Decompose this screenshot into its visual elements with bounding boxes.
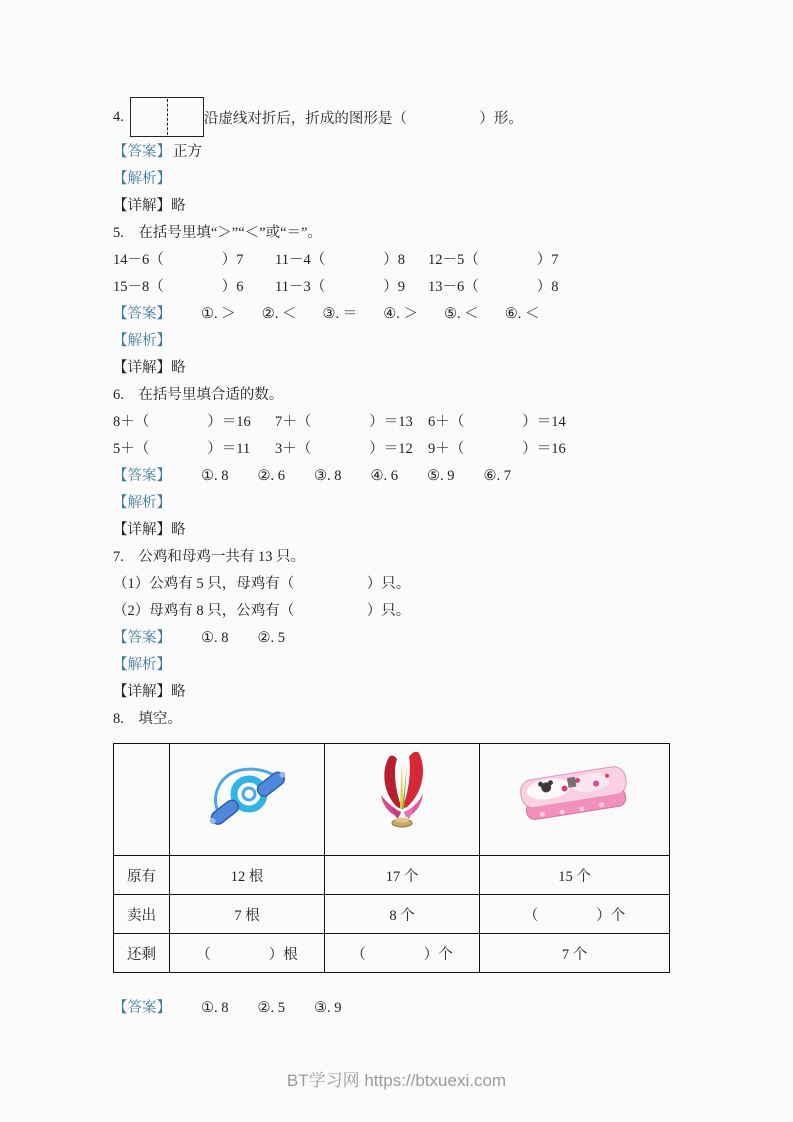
answer-item: ⑥. 7 xyxy=(483,468,511,484)
question-6-row2 xyxy=(113,436,693,463)
pencil-case-image xyxy=(510,757,640,842)
table-row-remaining xyxy=(114,934,670,973)
question-5-title: 5. 在括号里填“＞”“＜”或“＝”。 xyxy=(113,225,322,241)
analysis-label: 【解析】 xyxy=(113,495,171,511)
answer-item: ①. ＞ xyxy=(201,306,236,322)
answer-label: 【答案】 xyxy=(113,144,171,160)
site-watermark: BT学习网 https://btxuexi.com xyxy=(286,1071,507,1090)
row-label: 原有 xyxy=(114,856,170,895)
question-5-row1 xyxy=(113,247,693,274)
equation: 12－5（ ）7 xyxy=(428,252,559,268)
equation: 14－6（ ）7 xyxy=(113,252,244,268)
detail-line: 【详解】略 xyxy=(113,684,186,700)
table-cell: 17 个 xyxy=(325,856,480,895)
table-cell-shuttlecock xyxy=(325,744,480,856)
equation: 9＋（ ）＝16 xyxy=(428,441,566,457)
question-5-answer-line xyxy=(113,301,693,328)
equation: 13－6（ ）8 xyxy=(428,279,559,295)
table-cell: 7 根 xyxy=(170,895,325,934)
table-cell: （ ）根 xyxy=(170,934,325,973)
question-6-row1 xyxy=(113,409,693,436)
equation: 3＋（ ）＝12 xyxy=(275,441,413,457)
answer-item: ④. 6 xyxy=(370,468,398,484)
equation: 5＋（ ）＝11 xyxy=(113,441,251,457)
question-4-line xyxy=(113,95,693,139)
answer-item: ②. 5 xyxy=(257,1000,285,1016)
equation: 8＋（ ）＝16 xyxy=(113,414,251,430)
analysis-label: 【解析】 xyxy=(113,333,171,349)
answer-item: ①. 8 xyxy=(201,468,229,484)
answer-item: ①. 8 xyxy=(201,630,229,646)
answer-label: 【答案】 xyxy=(113,468,171,484)
equation: 11－4（ ）8 xyxy=(275,252,405,268)
answer-item: ⑤. 9 xyxy=(427,468,455,484)
table-cell: （ ）个 xyxy=(325,934,480,973)
question-4-number: 4. xyxy=(113,108,124,125)
answer-item: ①. 8 xyxy=(201,1000,229,1016)
fold-rectangle-figure xyxy=(130,97,204,137)
equation: 15－8（ ）6 xyxy=(113,279,244,295)
answer-item: ②. 6 xyxy=(257,468,285,484)
question-8-title: 8. 填空。 xyxy=(113,711,182,727)
fill-in-table xyxy=(113,743,670,973)
question-8-answer-line xyxy=(113,995,693,1022)
answer-label: 【答案】 xyxy=(113,630,171,646)
answer-item: ⑤. ＜ xyxy=(444,306,479,322)
question-7-answer-line xyxy=(113,625,693,652)
question-5-row2 xyxy=(113,274,693,301)
equation: 6＋（ ）＝14 xyxy=(428,414,566,430)
shuttlecock-image xyxy=(369,749,435,850)
answer-item: ②. 5 xyxy=(257,630,285,646)
question-6-answer-line xyxy=(113,463,693,490)
table-row-original xyxy=(114,856,670,895)
answer-item: ③. ＝ xyxy=(322,306,358,322)
question-7-title: 7. 公鸡和母鸡一共有 13 只。 xyxy=(113,549,306,565)
equation: 7＋（ ）＝13 xyxy=(275,414,413,430)
table-cell: （ ）个 xyxy=(480,895,670,934)
analysis-label: 【解析】 xyxy=(113,657,171,673)
dashed-fold-line xyxy=(167,99,168,135)
row-label: 还剩 xyxy=(114,934,170,973)
answer-item: ③. 9 xyxy=(314,1000,342,1016)
answer-item: ④. ＞ xyxy=(383,306,418,322)
table-corner-cell xyxy=(114,744,170,856)
table-cell-pencil-case xyxy=(480,744,670,856)
table-cell: 12 根 xyxy=(170,856,325,895)
question-6-title: 6. 在括号里填合适的数。 xyxy=(113,387,284,403)
table-row-sold xyxy=(114,895,670,934)
jump-rope-image xyxy=(199,754,295,845)
table-cell: 15 个 xyxy=(480,856,670,895)
answer-label: 【答案】 xyxy=(113,1000,171,1016)
question-4-text: 沿虚线对折后，折成的图形是（ ）形。 xyxy=(203,110,523,127)
table-cell: 7 个 xyxy=(480,934,670,973)
detail-line: 【详解】略 xyxy=(113,360,186,376)
row-label: 卖出 xyxy=(114,895,170,934)
answer-label: 【答案】 xyxy=(113,306,171,322)
answer-item: ③. 8 xyxy=(314,468,342,484)
answer-item: ②. ＜ xyxy=(261,306,297,322)
detail-line: 【详解】略 xyxy=(113,198,186,214)
table-cell-jump-rope xyxy=(170,744,325,856)
equation: 11－3（ ）9 xyxy=(275,279,405,295)
question-4-answer-line xyxy=(113,139,693,166)
table-cell: 8 个 xyxy=(325,895,480,934)
answer-value: 正方 xyxy=(173,144,202,160)
question-7-sub2: （2）母鸡有 8 只，公鸡有（ ）只。 xyxy=(113,603,411,619)
detail-line: 【详解】略 xyxy=(113,522,186,538)
table-row-images xyxy=(114,744,670,856)
answer-item: ⑥. ＜ xyxy=(504,306,540,322)
question-7-sub1: （1）公鸡有 5 只，母鸡有（ ）只。 xyxy=(113,576,411,592)
analysis-label: 【解析】 xyxy=(113,171,171,187)
